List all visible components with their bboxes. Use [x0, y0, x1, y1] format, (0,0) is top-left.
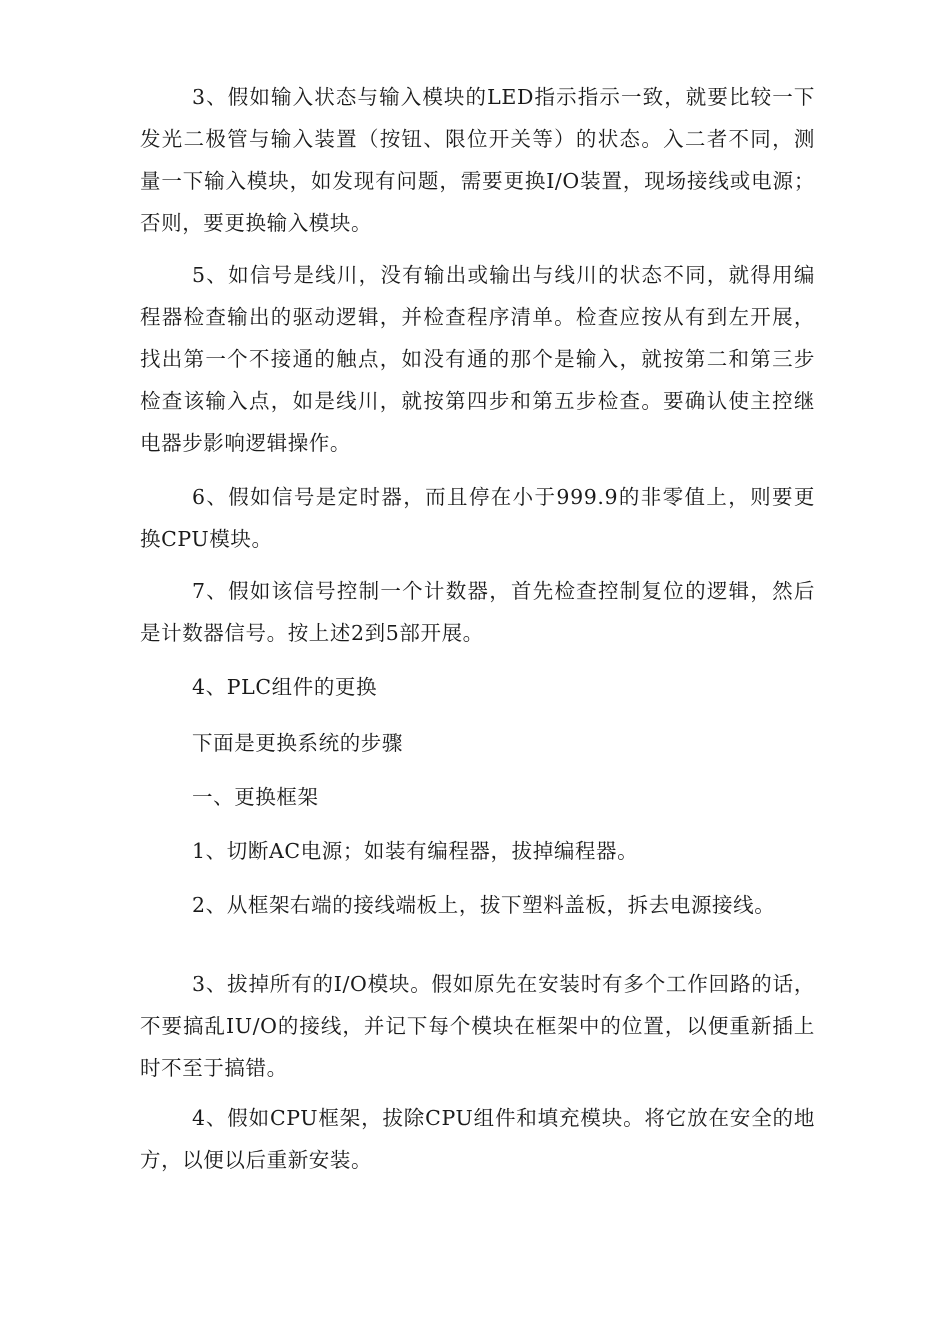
section-heading-plc-replacement: 4、PLC组件的更换 [192, 675, 378, 699]
subheading-replace-frame: 一、更换框架 [192, 785, 319, 809]
paragraph-frame-step-3: 3、拔掉所有的I/O模块。假如原先在安装时有多个工作回路的话，不要搞乱IU/O的接线，并记下每个模块在框架中的位置，以便重新插上时不至于搞错。 [140, 972, 815, 1080]
paragraph-frame-step-4: 4、假如CPU框架，拔除CPU组件和填充模块。将它放在安全的地方，以便以后重新安装。 [140, 1106, 815, 1172]
paragraph-frame-step-2: 2、从框架右端的接线端板上，拔下塑料盖板，拆去电源接线。 [192, 893, 776, 917]
paragraph-frame-step-1: 1、切断AC电源；如装有编程器，拔掉编程器。 [192, 839, 639, 863]
paragraph-step-7-counter: 7、假如该信号控制一个计数器，首先检查控制复位的逻辑，然后是计数器信号。按上述2到5部开展。 [140, 579, 815, 645]
paragraph-step-6-timer: 6、假如信号是定时器，而且停在小于999.9的非零值上，则要更换CPU模块。 [140, 485, 815, 551]
paragraph-step-5-coil-check: 5、如信号是线川，没有输出或输出与线川的状态不同，就得用编程器检查输出的驱动逻辑，并检查程序清单。检查应按从有到左开展，找出第一个不接通的触点，如没有通的那个是输入，就按第二和第三步检查该输入点，如是线川，就按第四步和第五步检查。要确认使主控继电器步影响逻辑操作。 [140, 263, 815, 455]
paragraph-replacement-intro: 下面是更换系统的步骤 [192, 731, 403, 755]
paragraph-step-3-input-check: 3、假如输入状态与输入模块的LED指示指示一致，就要比较一下发光二极管与输入装置（按钮、限位开关等）的状态。入二者不同，测量一下输入模块，如发现有问题，需要更换I/O装置，现场接线或电源；否则，要更换输入模块。 [140, 85, 815, 235]
